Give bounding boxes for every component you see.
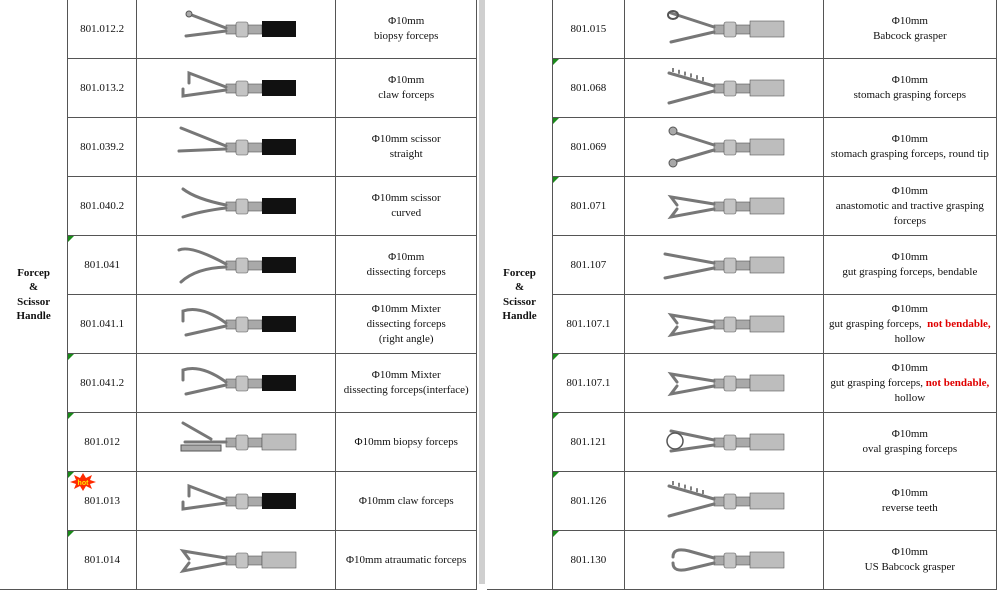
table-row — [0, 413, 477, 472]
category-word: Handle — [16, 310, 51, 322]
description-text: gut grasping forceps, — [830, 376, 926, 389]
description-line: forceps — [893, 214, 927, 227]
product-code: 801.126 — [553, 472, 625, 531]
table-row — [487, 472, 997, 531]
description-line: anastomotic and tractive grasping — [835, 199, 984, 212]
table-row — [0, 472, 477, 531]
gut-grasping-forceps-icon — [659, 240, 789, 290]
product-image — [624, 236, 823, 295]
biopsy-forceps-large-icon — [171, 417, 301, 467]
product-description — [823, 472, 996, 531]
description-line: Φ10mm scissor — [371, 192, 441, 204]
table-row — [487, 0, 997, 59]
table-row — [0, 236, 477, 295]
description-line: Φ10mm — [891, 487, 928, 499]
description-line: Φ10mm biopsy forceps — [354, 435, 458, 448]
description-line: claw forceps — [378, 89, 435, 101]
description-line: Φ10mm Mixter — [371, 369, 441, 381]
product-description — [823, 118, 996, 177]
product-code: 801.040.2 — [68, 177, 137, 236]
product-description — [336, 354, 477, 413]
table-row — [487, 413, 997, 472]
product-image — [137, 0, 336, 59]
product-code: 801.068 — [553, 59, 625, 118]
product-code: 801.130 — [553, 531, 625, 590]
mixter-forceps-icon — [171, 299, 301, 349]
product-image — [137, 118, 336, 177]
product-code: 801.071 — [553, 177, 625, 236]
product-code: 801.013.2 — [68, 59, 137, 118]
scissor-straight-icon — [171, 122, 301, 172]
product-image — [624, 295, 823, 354]
table-row — [487, 59, 997, 118]
right-catalog-table — [487, 0, 997, 590]
table-row — [0, 59, 477, 118]
product-description — [336, 59, 477, 118]
description-line: US Babcock grasper — [864, 561, 956, 573]
description-line: Φ10mm — [891, 133, 928, 145]
description-line: Φ10mm — [891, 184, 928, 197]
oval-grasping-forceps-icon — [659, 417, 789, 467]
description-line: Φ10mm — [891, 15, 928, 27]
category-word: Forcep — [17, 266, 50, 279]
category-word: Handle — [502, 310, 537, 322]
description-line: stomach grasping forceps, round tip — [830, 148, 989, 160]
product-code: 801.015 — [553, 0, 625, 59]
description-line: Φ10mm claw forceps — [358, 494, 454, 507]
hot-badge-icon — [70, 473, 96, 491]
description-line: Φ10mm — [891, 546, 928, 558]
description-line: reverse teeth — [881, 502, 938, 514]
right-catalog-panel — [487, 0, 997, 584]
panel-separator — [479, 0, 485, 584]
table-row — [0, 177, 477, 236]
product-description — [823, 354, 996, 413]
product-image — [137, 59, 336, 118]
description-line: Φ10mm Mixter — [371, 302, 441, 315]
description-line: Φ10mm atraumatic forceps — [346, 553, 467, 566]
product-description — [823, 413, 996, 472]
table-row — [0, 0, 477, 59]
description-line: Φ10mm — [891, 302, 928, 315]
product-description — [336, 295, 477, 354]
product-description — [336, 531, 477, 590]
description-line: Φ10mm — [891, 428, 928, 440]
description-text: gut grasping forceps, — [829, 317, 928, 330]
description-line: Φ10mm — [891, 74, 928, 86]
product-description — [823, 236, 996, 295]
scissor-curved-icon — [171, 181, 301, 231]
left-catalog-table — [0, 0, 477, 590]
warning-text: not bendable, — [925, 376, 990, 389]
description-line: hollow — [894, 332, 926, 345]
description-line: oval grasping forceps — [862, 443, 958, 455]
description-line: curved — [391, 207, 422, 219]
product-image — [137, 531, 336, 590]
product-image — [137, 413, 336, 472]
product-code: 801.012.2 — [68, 0, 137, 59]
description-line: Φ10mm — [891, 251, 928, 263]
product-code: 801.107.1 — [553, 354, 625, 413]
description-line: Φ10mm scissor — [371, 133, 441, 145]
product-image — [137, 295, 336, 354]
product-code: 801.041.1 — [68, 295, 137, 354]
product-description — [336, 472, 477, 531]
category-label — [487, 0, 553, 590]
table-row — [487, 118, 997, 177]
round-tip-forceps-icon — [659, 122, 789, 172]
product-description — [823, 531, 996, 590]
product-description — [823, 0, 996, 59]
table-row — [487, 531, 997, 590]
description-line: hollow — [894, 391, 926, 404]
product-description — [823, 59, 996, 118]
babcock-grasper-icon — [659, 4, 789, 54]
product-image — [624, 0, 823, 59]
product-description — [336, 118, 477, 177]
category-label — [0, 0, 68, 590]
table-row — [487, 354, 997, 413]
description-line: Φ10mm — [388, 251, 425, 263]
anastomotic-forceps-icon — [659, 181, 789, 231]
description-line: straight — [389, 148, 423, 160]
product-image — [624, 177, 823, 236]
table-row — [0, 118, 477, 177]
claw-forceps-large-icon — [171, 476, 301, 526]
category-word: & — [514, 281, 525, 293]
description-line — [826, 317, 994, 332]
table-row — [487, 177, 997, 236]
product-description — [823, 295, 996, 354]
category-word: Forcep — [503, 266, 536, 279]
category-word: & — [29, 281, 39, 293]
description-line: Φ10mm — [388, 15, 425, 27]
hot-badge-label: hot — [77, 480, 89, 487]
category-word: Scissor — [503, 295, 537, 308]
table-row — [0, 295, 477, 354]
us-babcock-grasper-icon — [659, 535, 789, 585]
description-line: dissecting forceps(interface) — [343, 384, 469, 396]
category-word: Scissor — [17, 295, 51, 308]
atraumatic-forceps-icon — [171, 535, 301, 585]
product-code: 801.014 — [68, 531, 137, 590]
dissecting-forceps-icon — [171, 240, 301, 290]
table-row — [0, 354, 477, 413]
product-description — [336, 236, 477, 295]
description-line: gut grasping forceps, bendable — [842, 266, 978, 278]
description-line: Φ10mm — [388, 74, 425, 86]
product-image — [137, 472, 336, 531]
product-code: 801.107 — [553, 236, 625, 295]
product-description — [823, 177, 996, 236]
warning-text: not bendable, — [927, 317, 991, 330]
product-code: 801.012 — [68, 413, 137, 472]
product-image — [624, 354, 823, 413]
description-line: biopsy forceps — [373, 30, 439, 42]
left-catalog-panel — [0, 0, 477, 584]
product-image — [624, 59, 823, 118]
description-line — [826, 376, 994, 391]
product-image — [624, 472, 823, 531]
gut-hollow-forceps-2-icon — [659, 358, 789, 408]
product-code: 801.039.2 — [68, 118, 137, 177]
description-line: Babcock grasper — [873, 30, 947, 42]
product-image — [137, 177, 336, 236]
product-image — [624, 118, 823, 177]
table-row — [487, 236, 997, 295]
product-code: 801.013 hot — [68, 472, 137, 531]
table-row — [487, 295, 997, 354]
description-line: (right angle) — [378, 332, 434, 345]
description-line: stomach grasping forceps — [853, 89, 967, 101]
claw-forceps-icon — [171, 63, 301, 113]
product-image — [137, 236, 336, 295]
product-description — [336, 0, 477, 59]
product-description — [336, 413, 477, 472]
stomach-grasping-forceps-icon — [659, 63, 789, 113]
description-line: dissecting forceps — [366, 266, 446, 278]
biopsy-forceps-icon — [171, 4, 301, 54]
product-code: 801.041.2 — [68, 354, 137, 413]
product-code: 801.121 — [553, 413, 625, 472]
product-code: 801.041 — [68, 236, 137, 295]
mixter-interface-forceps-icon — [171, 358, 301, 408]
product-description — [336, 177, 477, 236]
product-image — [624, 531, 823, 590]
table-row — [0, 531, 477, 590]
reverse-teeth-forceps-icon — [659, 476, 789, 526]
gut-hollow-forceps-icon — [659, 299, 789, 349]
product-image — [137, 354, 336, 413]
description-line: dissecting forceps — [366, 317, 446, 330]
product-image — [624, 413, 823, 472]
description-line: Φ10mm — [891, 361, 928, 374]
product-code: 801.107.1 — [553, 295, 625, 354]
product-code: 801.069 — [553, 118, 625, 177]
